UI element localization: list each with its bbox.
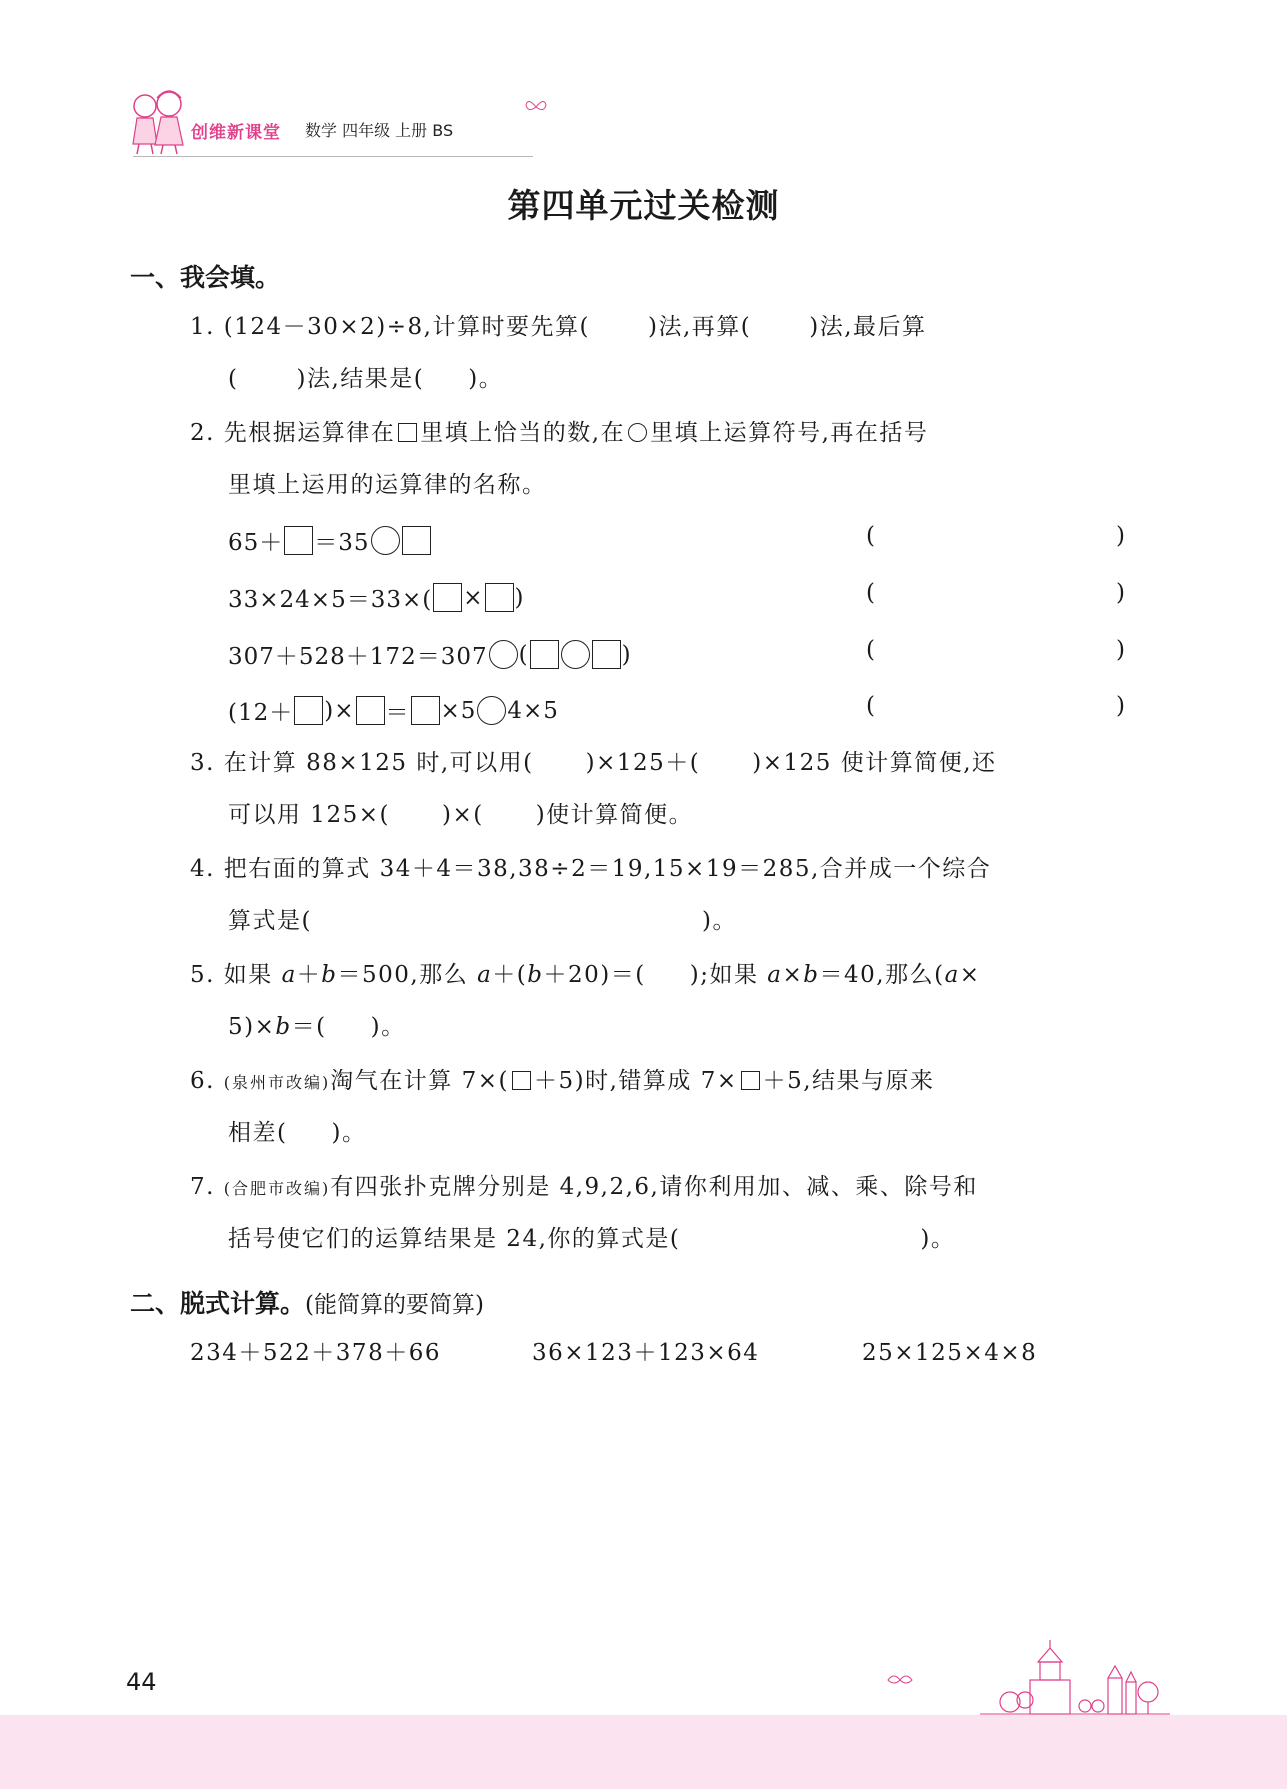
law-paren-close: ) [1116,580,1125,606]
question-2-line-2: 里填上运用的运算律的名称。 [228,472,547,498]
equation-2: 33×24×5＝33×( × ) [228,584,525,613]
equation-3: 307＋528＋172＝307 ( ) [228,641,632,670]
answer-box[interactable] [294,696,323,725]
equation-4: (12＋ )× ＝ ×5 4×5 [228,697,559,726]
question-source: (合肥市改编) [223,1179,331,1198]
question-4-line-1: 4. 把右面的算式 34＋4＝38,38÷2＝19,15×19＝285,合并成一个综合 [190,856,992,882]
answer-box[interactable] [592,640,621,669]
castle-decoration-icon [880,1640,1180,1720]
blank-box-icon [741,1071,760,1090]
answer-box[interactable] [433,583,462,612]
question-1-line-2: ( )法,结果是( )。 [228,366,504,392]
answer-circle[interactable] [561,640,590,669]
question-source: (泉州市改编) [223,1073,331,1092]
calc-expression-3: 25×125×4×8 [862,1340,1038,1366]
question-3-line-1: 3. 在计算 88×125 时,可以用( )×125＋( )×125 使计算简便,还 [190,750,997,776]
answer-circle[interactable] [477,696,506,725]
question-6-line-1: 6. (泉州市改编)淘气在计算 7×( ＋5)时,错算成 7× ＋5,结果与原来 [190,1068,935,1094]
answer-box[interactable] [485,583,514,612]
answer-box[interactable] [284,526,313,555]
law-paren-open: ( [866,637,875,663]
section-1-heading: 一、我会填。 [130,263,281,292]
brand-name: 创维新课堂 [191,123,281,143]
footer-band [0,1715,1287,1789]
cartoon-kids-icon [125,84,191,156]
question-2-line-1: 2. 先根据运算律在 里填上恰当的数,在 里填上运算符号,再在括号 [190,420,929,446]
page-header [125,84,545,158]
answer-box[interactable] [411,696,440,725]
law-paren-close: ) [1116,693,1125,719]
butterfly-icon [525,98,547,116]
calc-expression-1: 234＋522＋378＋66 [190,1340,441,1366]
section-2-heading: 二、脱式计算。(能简算的要简算) [130,1289,484,1318]
answer-circle[interactable] [371,526,400,555]
question-6-line-2: 相差( )。 [228,1120,367,1146]
answer-box[interactable] [530,640,559,669]
calc-expression-2: 36×123＋123×64 [532,1340,760,1366]
question-5-line-2: 5)×b＝( )。 [228,1014,406,1040]
blank-circle-icon [628,423,647,442]
subject-info: 数学 四年级 上册 BS [305,121,454,140]
blank-box-icon [398,423,417,442]
page-number: 44 [126,1668,157,1696]
question-5-line-1: 5. 如果 a＋b＝500,那么 a＋(b＋20)＝( );如果 a×b＝40,那么(a× [190,962,981,988]
header-divider [133,156,533,157]
law-paren-close: ) [1116,523,1125,549]
answer-box[interactable] [402,526,431,555]
law-paren-open: ( [866,523,875,549]
answer-circle[interactable] [489,640,518,669]
question-7-line-1: 7. (合肥市改编)有四张扑克牌分别是 4,9,2,6,请你利用加、减、乘、除号和 [190,1174,978,1200]
blank-box-icon [512,1071,531,1090]
answer-box[interactable] [356,696,385,725]
page-title: 第四单元过关检测 [507,186,780,225]
law-paren-close: ) [1116,637,1125,663]
equation-1: 65＋ ＝35 [228,524,432,557]
law-paren-open: ( [866,693,875,719]
question-7-line-2: 括号使它们的运算结果是 24,你的算式是( )。 [228,1226,956,1252]
question-4-line-2: 算式是( )。 [228,908,737,934]
question-1-line-1: 1. (124－30×2)÷8,计算时要先算( )法,再算( )法,最后算 [190,314,927,340]
question-3-line-2: 可以用 125×( )×( )使计算简便。 [228,802,694,828]
law-paren-open: ( [866,580,875,606]
